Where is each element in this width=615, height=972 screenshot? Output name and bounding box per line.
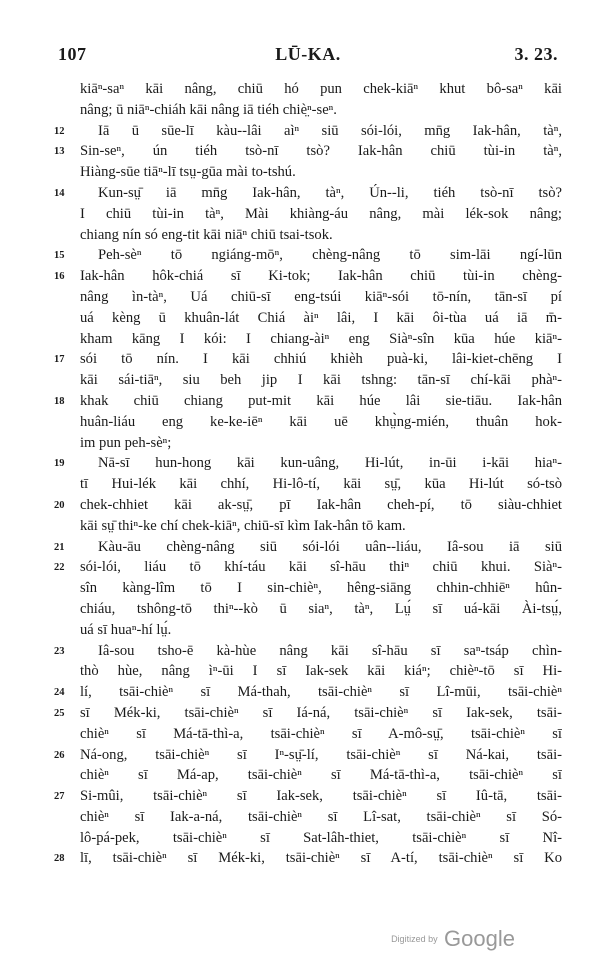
line-text: kham kāng I kói: I chiang-àiⁿ eng Siàⁿ-sîn kūa húe kiāⁿ- — [80, 330, 562, 347]
line-text: chiang nín só eng-tit kāi niāⁿ chiū tsai-tsok. — [80, 226, 333, 243]
text-line — [54, 537, 562, 558]
line-text: sói-lói, liáu tō khí-táu kāi sî-hāu thiⁿ chiū khui. Siàⁿ- — [80, 559, 562, 576]
verse-number: 15 — [54, 250, 65, 262]
text-line — [54, 682, 562, 703]
text-line — [54, 79, 562, 100]
digitized-by-label: Digitized by — [391, 934, 438, 944]
text-line — [54, 266, 562, 287]
verse-number: 18 — [54, 395, 65, 407]
text-line — [54, 433, 562, 454]
text-line — [54, 162, 562, 183]
page-header — [58, 44, 558, 70]
line-text: Sin-seⁿ, ún tiéh tsò-nī tsò? Iak-hân chiū tùi-in tàⁿ, — [80, 143, 562, 160]
line-text: Iâ-sou tsho-ē kà-hùe nâng kāi sî-hāu sī saⁿ-tsáp chìn- — [98, 642, 562, 659]
text-line — [54, 641, 562, 662]
text-line — [54, 765, 562, 786]
line-text: Hiàng-sūe tiāⁿ-lī tsṳ-gūa mài to-tshú. — [80, 164, 296, 181]
text-line — [54, 245, 562, 266]
text-line — [54, 703, 562, 724]
line-text: Kàu-āu chèng-nâng siū sói-lói uân--liáu, Iâ-sou iā siū — [98, 538, 562, 555]
line-text: Ná-ong, tsāi-chièⁿ sī Iⁿ-sṳ̄-lí, tsāi-chièⁿ sī Ná-kai, tsāi- — [80, 746, 562, 763]
line-text: uá kèng ū khuân-lát Chiá àiⁿ lâi, I kāi ôi-tùa uá iā m̄- — [80, 309, 562, 326]
line-text: uá sī huaⁿ-hí lṳ́. — [80, 621, 172, 638]
scripture-text — [54, 79, 562, 869]
text-line — [54, 745, 562, 766]
line-text: im pun peh-sèⁿ; — [80, 434, 172, 451]
line-text: kiāⁿ-saⁿ kāi nâng, chiū hó pun chek-kiāⁿ khut bô-saⁿ kāi — [80, 81, 562, 97]
line-text: I chiū tùi-in tàⁿ, Mài khiàng-áu nâng, mài lék-sok nâng; — [80, 205, 562, 222]
text-line — [54, 620, 562, 641]
text-line — [54, 287, 562, 308]
digitization-watermark — [391, 926, 515, 952]
line-text: chiáu, tshông-tō thiⁿ--kò ū siaⁿ, tàⁿ, Lṳ́ sī uá-kāi Ài-tsṳ́, — [80, 600, 562, 617]
verse-number: 26 — [54, 749, 65, 761]
text-line — [54, 308, 562, 329]
text-line — [54, 786, 562, 807]
text-line — [54, 349, 562, 370]
line-text: thò hùe, nâng ìⁿ-ūi I sī Iak-sek kāi kiáⁿ; chièⁿ-tō sī Hi- — [80, 663, 562, 680]
line-text: nâng ìn-tàⁿ, Uá chiū-sī eng-tsúi kiāⁿ-sói tō-nín, tān-sī pí — [80, 288, 562, 305]
line-text: nâng; ū niāⁿ-chiáh kāi nâng iā tiéh chiè̤ⁿ-seⁿ. — [80, 101, 337, 118]
text-line — [54, 516, 562, 537]
text-line — [54, 495, 562, 516]
verse-number: 13 — [54, 146, 65, 158]
verse-number: 20 — [54, 499, 65, 511]
line-text: Iā ū sūe-lī kàu--lâi aìⁿ siū sói-lói, mn̄g Iak-hân, tàⁿ, — [98, 122, 562, 139]
verse-number: 28 — [54, 853, 65, 865]
text-line — [54, 370, 562, 391]
line-text: sói tō nín. I kāi chhiú khièh puà-ki, lâi-kiet-chēng I — [80, 351, 562, 368]
text-line — [54, 828, 562, 849]
text-line — [54, 183, 562, 204]
chapter-verse-reference: 3. 23. — [514, 44, 558, 64]
line-text: Nā-sī hun-hong kāi kun-uâng, Hi-lút, in-ūi i-kāi hiaⁿ- — [98, 455, 562, 472]
verse-number: 17 — [54, 354, 65, 366]
line-text: huân-liáu eng ke-ke-iēⁿ kāi uē khṳ̀ng-mién, thuân hok- — [80, 413, 562, 430]
line-text: lí, tsāi-chièⁿ sī Má-thah, tsāi-chièⁿ sī Lî-mūi, tsāi-chièⁿ — [80, 684, 562, 701]
verse-number: 27 — [54, 791, 65, 803]
google-logo: Google — [444, 926, 515, 951]
text-line — [54, 578, 562, 599]
line-text: Peh-sèⁿ tō ngiáng-mōⁿ, chèng-nâng tō sim-lāi ngí-lūn — [98, 247, 562, 264]
line-text: Iak-hân hôk-chiá sī Ki-tok; Iak-hân chiū tùi-in chèng- — [80, 268, 562, 285]
book-title: LŪ-KA. — [275, 44, 341, 64]
line-text: lô-pá-pek, tsāi-chièⁿ sī Sat-lâh-thiet, tsāi-chièⁿ sī Nî- — [80, 829, 562, 846]
text-line — [54, 453, 562, 474]
text-line — [54, 121, 562, 142]
line-text: lī, tsāi-chièⁿ sī Mék-ki, tsāi-chièⁿ sī A-tí, tsāi-chièⁿ sī Ko — [80, 850, 562, 867]
text-line — [54, 724, 562, 745]
line-text: sī Mék-ki, tsāi-chièⁿ sī Iá-ná, tsāi-chièⁿ sī Iak-sek, tsāi- — [80, 704, 562, 721]
line-text: khak chiū chiang put-mit kāi húe lâi sie-tiāu. Iak-hân — [80, 392, 562, 409]
text-line — [54, 100, 562, 121]
page-number: 107 — [58, 44, 87, 64]
text-line — [54, 807, 562, 828]
text-line — [54, 329, 562, 350]
text-line — [54, 557, 562, 578]
text-line — [54, 204, 562, 225]
line-text: chièⁿ sī Iak-a-ná, tsāi-chièⁿ sī Lî-sat, tsāi-chièⁿ sī Só- — [80, 808, 562, 825]
text-line — [54, 391, 562, 412]
text-line — [54, 599, 562, 620]
line-text: kāi sṳ̄ thiⁿ-ke chí chek-kiāⁿ, chiū-sī kìm Iak-hân tō kam. — [80, 517, 406, 534]
verse-number: 21 — [54, 541, 65, 553]
line-text: kāi sái-tiāⁿ, siu beh jip I kāi tshng: tān-sī chí-kāi phàⁿ- — [80, 372, 562, 389]
text-line — [54, 412, 562, 433]
line-text: chièⁿ sī Má-ap, tsāi-chièⁿ sī Má-tā-thì-a, tsāi-chièⁿ sī — [80, 767, 562, 784]
verse-number: 12 — [54, 125, 65, 137]
verse-number: 16 — [54, 271, 65, 283]
text-line — [54, 474, 562, 495]
text-line — [54, 225, 562, 246]
verse-number: 19 — [54, 458, 65, 470]
verse-number: 25 — [54, 707, 65, 719]
verse-number: 22 — [54, 562, 65, 574]
text-line — [54, 848, 562, 869]
line-text: tī Hui-lék kāi chhí, Hi-lô-tí, kāi sṳ̄, kūa Hi-lút só-tsò — [80, 476, 562, 493]
line-text: chek-chhiet kāi ak-sṳ̄, pī Iak-hân cheh-pí, tō siàu-chhiet — [80, 496, 562, 513]
line-text: sîn kàng-lîm tō I sin-chièⁿ, hêng-siāng chhin-chhiēⁿ hûn- — [80, 580, 562, 597]
line-text: Kun-sṳ̄ iā mn̄g Iak-hân, tàⁿ, Ún--li, tiéh tsò-nī tsò? — [98, 184, 562, 201]
line-text: Si-mûi, tsāi-chièⁿ sī Iak-sek, tsāi-chièⁿ sī Iû-tā, tsāi- — [80, 788, 562, 805]
verse-number: 23 — [54, 645, 65, 657]
verse-number: 24 — [54, 687, 65, 699]
text-line — [54, 661, 562, 682]
line-text: chièⁿ sī Má-tā-thì-a, tsāi-chièⁿ sī A-mô-sṳ̄, tsāi-chièⁿ sī — [80, 725, 562, 742]
text-line — [54, 141, 562, 162]
verse-number: 14 — [54, 187, 65, 199]
